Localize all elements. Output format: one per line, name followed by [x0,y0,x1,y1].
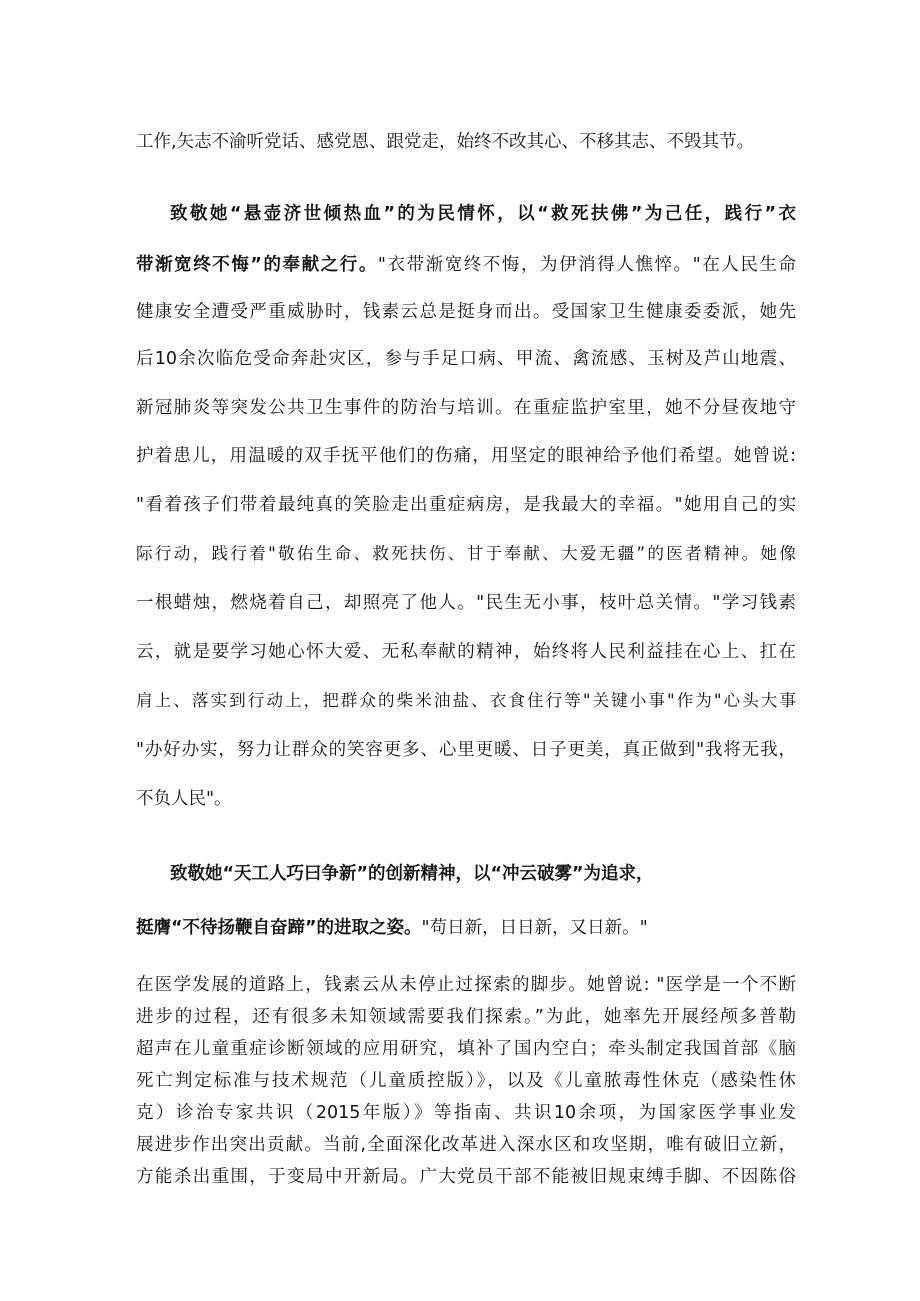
body-line: 工作,矢志不渝听党话、感党恩、跟党走，始终不改其心、不移其志、不毁其节。 [136,132,755,152]
body-line: 展进步作出突出贡献。当前,全面深化改革进入深水区和攻坚期，唯有破旧立新， [136,1135,796,1155]
body-line: 死亡判定标准与技术规范（儿童质控版）》，以及《儿童脓毒性休克（感染性休 [136,1071,796,1091]
body-line: 际行动，践行着"敬佑生命、救死扶伤、甘于奉献、大爱无疆”的医者精神。她像 [136,544,796,563]
body-line: "看着孩子们带着最纯真的笑脸走出重症病房，是我最大的幸福。"她用自己的实 [136,495,796,515]
body-line: 超声在儿童重症诊断领域的应用研究，填补了国内空白；牵头制定我国首部《脑 [136,1039,796,1059]
body-line: 肩上、落实到行动上，把群众的柴米油盐、衣食住行等"关键小事"作为"心头大事 [136,691,796,710]
body-line: 一根蜡烛，燃烧着自己，却照亮了他人。"民生无小事，枝叶总关情。"学习钱素 [136,593,796,613]
body-line: 方能杀出重围，于变局中开新局。广大党员干部不能被旧规束缚手脚、不因陈俗 [136,1167,796,1187]
bold-heading-line: 致敬她“悬壶济世倾热血”的为民情怀，以“救死扶佛”为己任，践行”衣 [170,204,796,224]
body-line: 在医学发展的道路上，钱素云从未停止过探索的脚步。她曾说: "医学是一个不断 [136,975,796,995]
body-line: 健康安全遭受严重威胁时，钱素云总是挺身而出。受国家卫生健康委委派，她先 [136,302,796,322]
body-line: 进步的过程，还有很多未知领域需要我们探索。”为此，她率先开展经颅多普勒 [136,1007,796,1027]
body-line: 新冠肺炎等突发公共卫生事件的防治与培训。在重症监护室里，她不分昼夜地守 [136,398,796,418]
body-line: 克）诊治专家共识（2015年版）》等指南、共识10余项，为国家医学事业发 [136,1103,796,1123]
body-line: 挺膺“不待扬鞭自奋蹄”的进取之姿。"苟日新，日日新，又日新。" [136,918,648,938]
body-line: 不负人民"。 [136,789,232,809]
body-line: 护着患儿，用温暖的双手抚平他们的伤痛，用坚定的眼神给予他们希望。她曾说: [136,446,796,466]
body-line: 云，就是要学习她心怀大爱、无私奉献的精神，始终将人民利益挂在心上、扛在 [136,642,796,662]
body-line: "办好办实，努力让群众的笑容更多、心里更暖、日子更美，真正做到"我将无我， [136,740,796,760]
bold-heading-line: 致敬她“天工人巧曰争新”的创新精神，以“冲云破雾”为追求， [170,864,654,884]
body-line: 后10余次临危受命奔赴灾区，参与手足口病、甲流、禽流感、玉树及芦山地震、 [136,349,796,369]
body-line: 带渐宽终不悔”的奉献之行。"衣带渐宽终不悔，为伊消得人憔悴。"在人民生命 [136,255,796,275]
